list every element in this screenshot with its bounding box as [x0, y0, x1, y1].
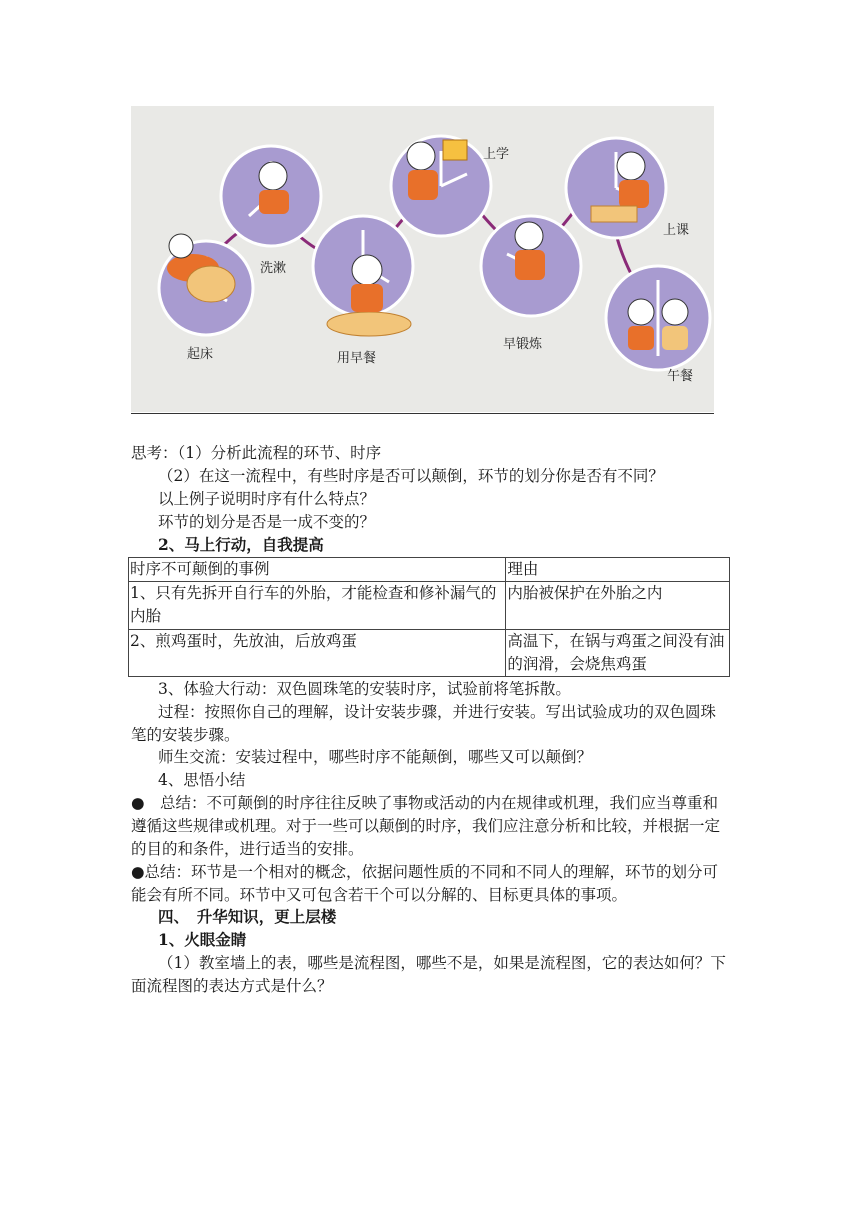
label-class: 上课	[663, 223, 690, 238]
routine-illustration	[131, 106, 714, 412]
section-3-process: 过程：按照你自己的理解，设计安装步骤，并进行安装。写出试验成功的双色圆珠笔的安装步骤。	[131, 703, 717, 744]
table-row	[129, 630, 730, 677]
think-line-1: 思考：（1）分析此流程的环节、时序	[131, 444, 382, 462]
clock-school	[391, 136, 491, 236]
clock-lunch	[606, 266, 710, 370]
clock-class	[566, 138, 666, 238]
label-wake: 起床	[187, 347, 214, 362]
label-wash: 洗漱	[260, 261, 287, 276]
table-cell: 1、只有先拆开自行车的外胎，才能检查和修补漏气的内胎	[129, 582, 506, 630]
table-cell: 内胎被保护在外胎之内	[506, 582, 730, 630]
section-3-line: 3、体验大行动：双色圆珠笔的安装时序，试验前将笔拆散。	[158, 680, 571, 698]
part-4-question: （1）教室墙上的表，哪些是流程图，哪些不是，如果是流程图，它的表达如何？下面流程图的表达方式是什么？	[131, 954, 726, 995]
part-4-heading: 四、 升华知识，更上层楼	[158, 907, 337, 926]
think-line-3: 以上例子说明时序有什么特点？	[158, 490, 376, 508]
table-header-cell: 理由	[506, 558, 730, 582]
table-header-row	[129, 558, 730, 582]
summary-paragraph-2: ●总结：环节是一个相对的概念，依据问题性质的不同和不同人的理解，环节的划分可能会有所不同。环节中又可包含若干个可以分解的、目标更具体的事项。	[131, 863, 719, 904]
summary-paragraph-1: ● 总结：不可颠倒的时序往往反映了事物或活动的内在规律或机理，我们应当尊重和遵循这些规律或机理。对于一些可以颠倒的时序，我们应注意分析和比较，并根据一定的目的和条件，进行适当的安排。	[131, 794, 721, 858]
section-2-heading: 2、马上行动，自我提高	[158, 535, 324, 554]
table-cell: 2、煎鸡蛋时，先放油，后放鸡蛋	[129, 630, 506, 677]
table-cell: 高温下，在锅与鸡蛋之间没有油的润滑，会烧焦鸡蛋	[506, 630, 730, 677]
label-school: 上学	[483, 147, 510, 162]
part-4-subheading: 1、火眼金睛	[158, 930, 247, 949]
think-line-4: 环节的划分是否是一成不变的？	[158, 513, 376, 531]
label-exercise: 早锻炼	[503, 337, 543, 352]
table-header-cell: 时序不可颠倒的事例	[129, 558, 506, 582]
think-line-2: （2）在这一流程中，有些时序是否可以颠倒，环节的划分你是否有不同？	[158, 467, 664, 485]
sequence-examples-table	[128, 557, 730, 677]
table-row	[129, 582, 730, 630]
label-breakfast: 用早餐	[337, 351, 377, 366]
figure-underline	[131, 413, 714, 414]
label-lunch: 午餐	[667, 369, 694, 384]
routine-clocks-drawing	[131, 106, 714, 412]
section-4-heading: 4、思悟小结	[158, 771, 246, 789]
section-3-exchange: 师生交流：安装过程中，哪些时序不能颠倒，哪些又可以颠倒？	[158, 748, 593, 766]
